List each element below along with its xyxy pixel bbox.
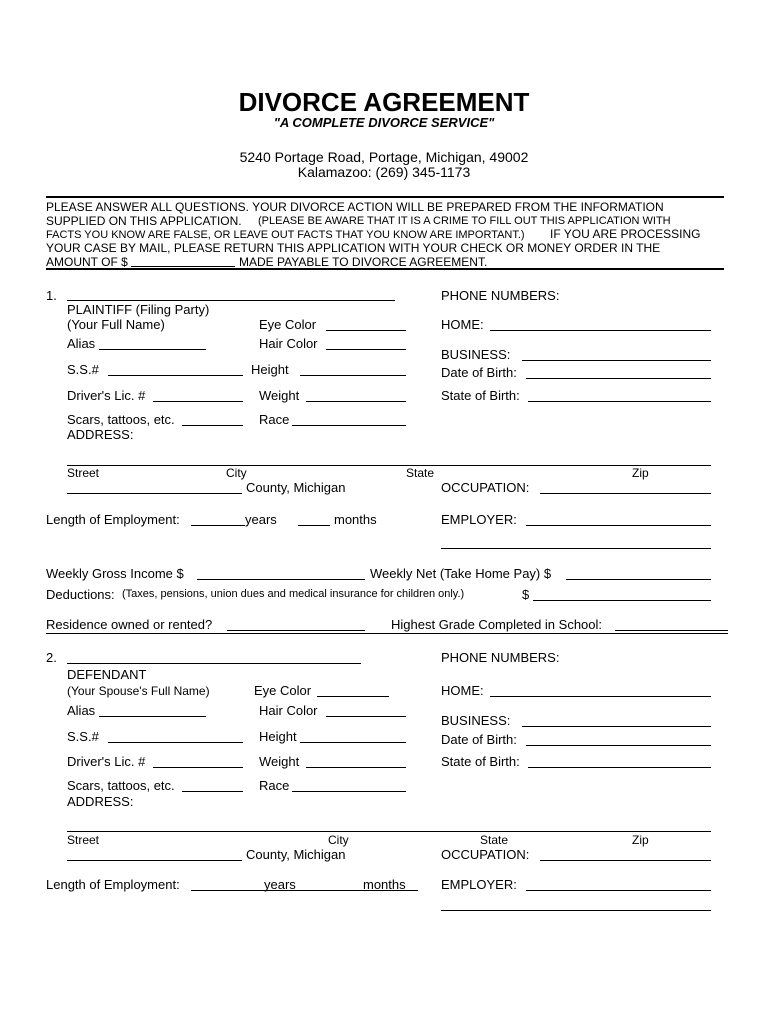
plaintiff-occupation-field[interactable]	[540, 493, 711, 494]
plaintiff-county-label: County, Michigan	[246, 480, 346, 495]
plaintiff-zip-caption: Zip	[632, 466, 649, 480]
notice-line-3: FACTS YOU KNOW ARE FALSE, OR LEAVE OUT FACTS THAT YOU KNOW ARE IMPORTANT.)	[46, 229, 525, 241]
plaintiff-name-field[interactable]	[67, 300, 395, 301]
defendant-county-label: County, Michigan	[246, 847, 346, 862]
defendant-city-caption: City	[328, 833, 349, 847]
defendant-months-label: months	[363, 877, 406, 892]
defendant-race-field[interactable]	[292, 791, 406, 792]
weekly-net-label: Weekly Net (Take Home Pay) $	[370, 566, 552, 581]
plaintiff-county-field[interactable]	[67, 493, 242, 494]
plaintiff-alias-label: Alias	[67, 336, 96, 351]
plaintiff-eye-color-field[interactable]	[326, 330, 406, 331]
weekly-gross-label: Weekly Gross Income $	[46, 566, 184, 581]
defendant-hair-color-label: Hair Color	[259, 703, 318, 718]
defendant-street-caption: Street	[67, 833, 100, 847]
office-address: 5240 Portage Road, Portage, Michigan, 49002	[239, 149, 529, 165]
defendant-zip-caption: Zip	[632, 833, 649, 847]
plaintiff-years-label: years	[245, 512, 277, 527]
plaintiff-drivers-lic-field[interactable]	[153, 401, 243, 402]
defendant-home-label: HOME:	[441, 683, 484, 698]
plaintiff-dob-field[interactable]	[526, 378, 711, 379]
defendant-business-field[interactable]	[522, 726, 711, 727]
plaintiff-ss-label: S.S.#	[67, 362, 99, 377]
defendant-years-label: years	[264, 877, 296, 892]
defendant-weight-label: Weight	[259, 754, 300, 769]
defendant-county-field[interactable]	[67, 860, 242, 861]
defendant-weight-field[interactable]	[306, 767, 406, 768]
plaintiff-height-label: Height	[251, 362, 289, 377]
defendant-address-label: ADDRESS:	[67, 794, 134, 809]
office-phone: Kalamazoo: (269) 345-1173	[297, 164, 471, 180]
defendant-scars-label: Scars, tattoos, etc.	[67, 778, 175, 793]
plaintiff-ss-field[interactable]	[108, 375, 243, 376]
defendant-ss-field[interactable]	[108, 742, 243, 743]
plaintiff-number: 1.	[46, 288, 57, 303]
deductions-label: Deductions:	[46, 587, 115, 602]
defendant-name-hint: (Your Spouse's Full Name)	[67, 684, 210, 698]
notice-payable: MADE PAYABLE TO DIVORCE AGREEMENT.	[239, 255, 488, 269]
plaintiff-employer-field-2[interactable]	[441, 548, 711, 549]
defendant-state-of-birth-label: State of Birth:	[441, 754, 520, 769]
plaintiff-state-caption: State	[406, 466, 435, 480]
notice-amount-field[interactable]	[131, 266, 235, 267]
plaintiff-months-label: months	[334, 512, 377, 527]
plaintiff-state-of-birth-field[interactable]	[528, 401, 711, 402]
residence-label: Residence owned or rented?	[46, 617, 213, 632]
defendant-business-label: BUSINESS:	[441, 713, 511, 728]
defendant-state-caption: State	[480, 833, 509, 847]
defendant-dob-field[interactable]	[526, 745, 711, 746]
defendant-phone-heading: PHONE NUMBERS:	[441, 650, 560, 665]
plaintiff-address-field[interactable]	[67, 465, 711, 466]
highest-grade-label: Highest Grade Completed in School:	[391, 617, 603, 632]
defendant-drivers-lic-field[interactable]	[153, 767, 243, 768]
plaintiff-weight-field[interactable]	[306, 401, 406, 402]
section-divider	[46, 633, 728, 634]
deductions-hint: (Taxes, pensions, union dues and medical insurance for children only.)	[122, 588, 465, 600]
plaintiff-scars-field[interactable]	[182, 425, 243, 426]
plaintiff-home-label: HOME:	[441, 317, 484, 332]
plaintiff-state-of-birth-label: State of Birth:	[441, 388, 520, 403]
plaintiff-employer-field[interactable]	[526, 525, 711, 526]
defendant-occupation-field[interactable]	[540, 860, 711, 861]
notice-amount-label: AMOUNT OF $	[46, 255, 128, 269]
plaintiff-employer-label: EMPLOYER:	[441, 512, 517, 527]
plaintiff-race-label: Race	[259, 412, 290, 427]
deductions-field[interactable]	[533, 600, 711, 601]
plaintiff-occupation-label: OCCUPATION:	[441, 480, 530, 495]
defendant-address-field[interactable]	[67, 831, 711, 832]
notice-line-1: PLEASE ANSWER ALL QUESTIONS. YOUR DIVORCE ACTION WILL BE PREPARED FROM THE INFORMATION	[46, 200, 664, 214]
deductions-dollar: $	[522, 587, 530, 602]
defendant-hair-color-field[interactable]	[326, 716, 406, 717]
notice-line-2b: (PLEASE BE AWARE THAT IT IS A CRIME TO FILL OUT THIS APPLICATION WITH	[258, 215, 671, 227]
plaintiff-business-field[interactable]	[522, 360, 711, 361]
notice-top-rule	[46, 196, 724, 198]
plaintiff-eye-color-label: Eye Color	[259, 317, 317, 332]
plaintiff-scars-label: Scars, tattoos, etc.	[67, 412, 175, 427]
highest-grade-field[interactable]	[615, 630, 728, 631]
defendant-drivers-lic-label: Driver's Lic. #	[67, 754, 146, 769]
plaintiff-years-field[interactable]	[191, 525, 245, 526]
defendant-length-employment-label: Length of Employment:	[46, 877, 180, 892]
notice-line-3b: IF YOU ARE PROCESSING	[550, 227, 701, 241]
plaintiff-alias-field[interactable]	[99, 349, 206, 350]
defendant-alias-field[interactable]	[99, 716, 206, 717]
defendant-number: 2.	[46, 650, 57, 665]
plaintiff-name-hint: (Your Full Name)	[67, 317, 165, 332]
plaintiff-hair-color-field[interactable]	[326, 349, 406, 350]
plaintiff-street-caption: Street	[67, 466, 100, 480]
plaintiff-phone-heading: PHONE NUMBERS:	[441, 288, 560, 303]
defendant-scars-field[interactable]	[182, 791, 243, 792]
plaintiff-city-caption: City	[226, 466, 247, 480]
notice-bottom-rule	[46, 268, 724, 270]
defendant-race-label: Race	[259, 778, 290, 793]
defendant-employer-field-2[interactable]	[441, 910, 711, 911]
page-subtitle: "A COMPLETE DIVORCE SERVICE"	[273, 115, 495, 130]
plaintiff-drivers-lic-label: Driver's Lic. #	[67, 388, 146, 403]
defendant-employer-label: EMPLOYER:	[441, 877, 517, 892]
plaintiff-address-label: ADDRESS:	[67, 427, 134, 442]
plaintiff-hair-color-label: Hair Color	[259, 336, 318, 351]
plaintiff-role: PLAINTIFF (Filing Party)	[67, 302, 210, 317]
defendant-height-label: Height	[259, 729, 297, 744]
defendant-role: DEFENDANT	[67, 667, 147, 682]
defendant-alias-label: Alias	[67, 703, 96, 718]
plaintiff-length-employment-label: Length of Employment:	[46, 512, 180, 527]
page-title: DIVORCE AGREEMENT	[238, 87, 530, 117]
plaintiff-dob-label: Date of Birth:	[441, 365, 517, 380]
plaintiff-weight-label: Weight	[259, 388, 300, 403]
plaintiff-height-field[interactable]	[300, 375, 406, 376]
defendant-home-field[interactable]	[490, 696, 711, 697]
plaintiff-months-field[interactable]	[298, 525, 330, 526]
defendant-ss-label: S.S.#	[67, 729, 99, 744]
plaintiff-business-label: BUSINESS:	[441, 347, 511, 362]
notice-line-2: SUPPLIED ON THIS APPLICATION.	[46, 214, 242, 228]
notice-line-4: YOUR CASE BY MAIL, PLEASE RETURN THIS APPLICATION WITH YOUR CHECK OR MONEY ORDER IN THE	[46, 241, 661, 255]
defendant-state-of-birth-field[interactable]	[528, 767, 711, 768]
plaintiff-home-field[interactable]	[490, 330, 711, 331]
defendant-eye-color-label: Eye Color	[254, 683, 312, 698]
defendant-dob-label: Date of Birth:	[441, 732, 517, 747]
weekly-gross-field[interactable]	[197, 579, 365, 580]
plaintiff-race-field[interactable]	[292, 425, 406, 426]
defendant-employer-field[interactable]	[526, 890, 711, 891]
defendant-name-field[interactable]	[67, 663, 361, 664]
defendant-occupation-label: OCCUPATION:	[441, 847, 530, 862]
defendant-height-field[interactable]	[300, 742, 406, 743]
defendant-eye-color-field[interactable]	[317, 696, 389, 697]
residence-field[interactable]	[227, 630, 365, 631]
weekly-net-field[interactable]	[566, 579, 711, 580]
